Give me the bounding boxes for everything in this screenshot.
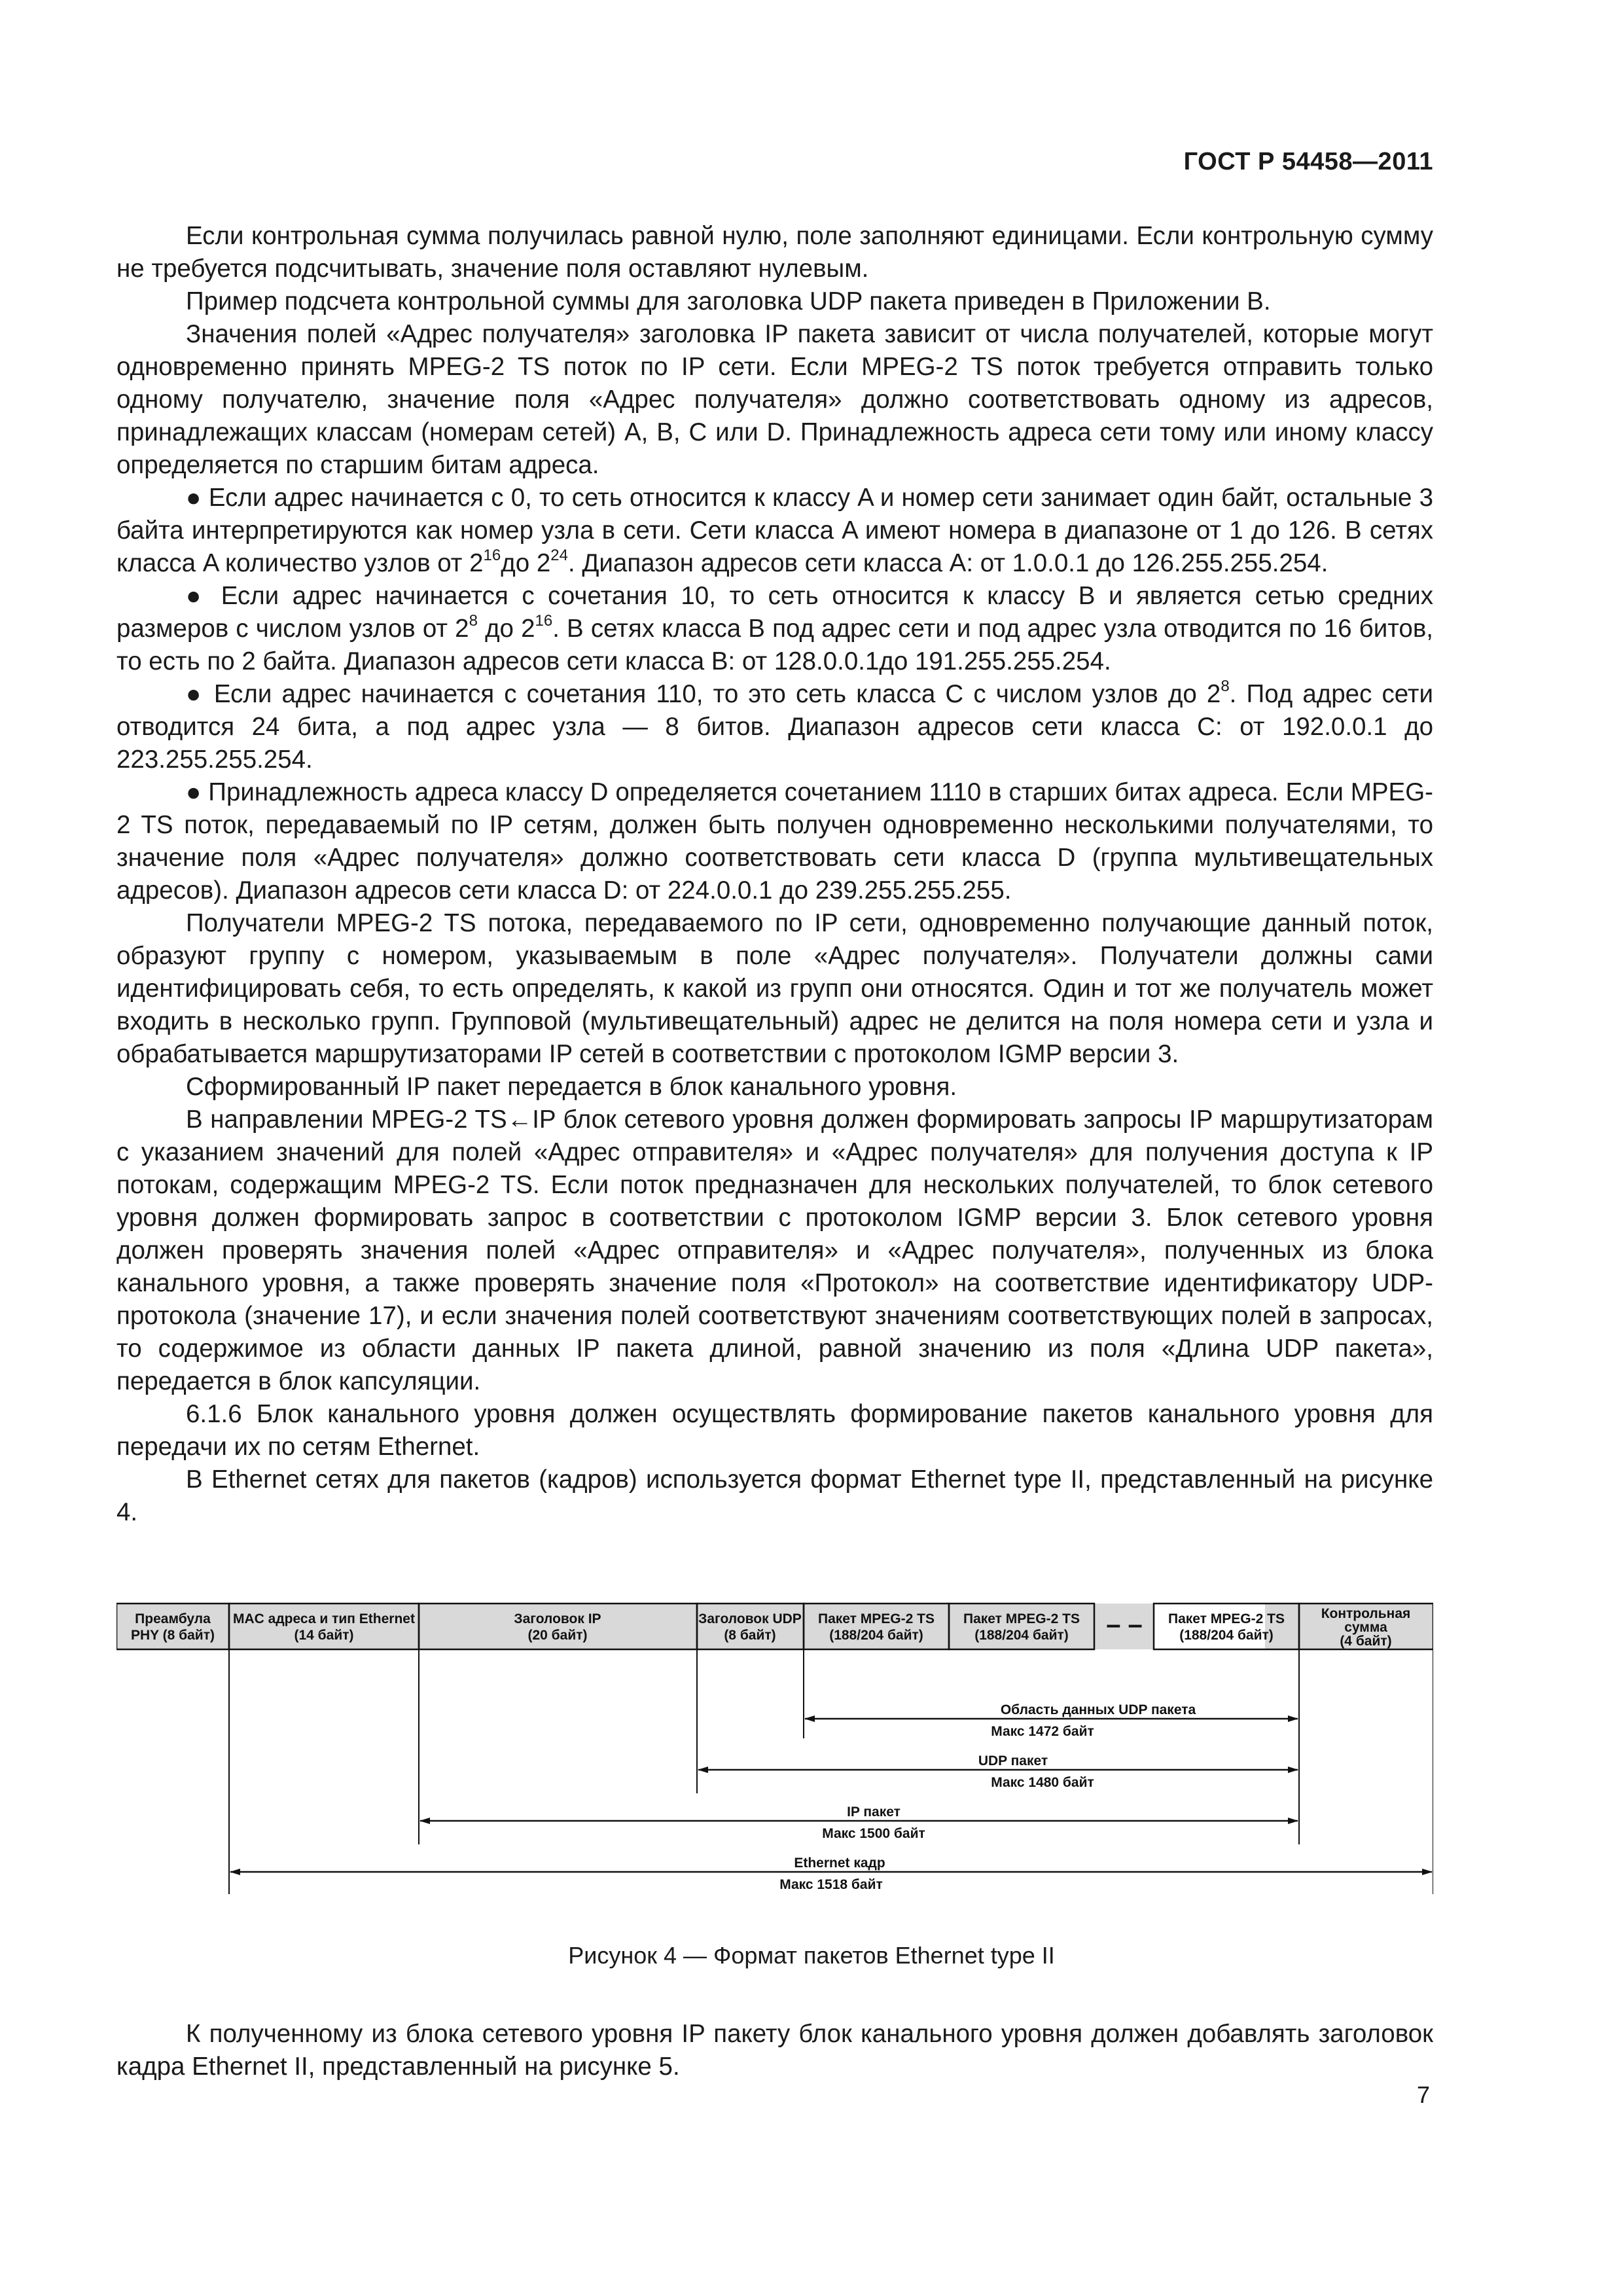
- bullet-class-c: [116, 678, 1433, 776]
- cell-label: MAC адреса и тип Ethernet: [233, 1611, 415, 1626]
- span-max: Макс 1500 байт: [822, 1826, 925, 1841]
- bullet-text: ● Если адрес начинается с 0, то сеть относится к классу A и номер сети занимает один байт, остальные 3 байта интерпретируются как номер узла в сети. Сети класса A имеют номера в диапазоне от 1 до 126. В сетях класса A количество узлов от 2: [116, 484, 1433, 577]
- paragraph: В Ethernet сетях для пакетов (кадров) используется формат Ethernet type II, представленный на рисунке 4.: [116, 1465, 1433, 1526]
- cell-label: (188/204 байт): [829, 1628, 923, 1643]
- span-label: UDP пакет: [978, 1753, 1048, 1768]
- paragraph: К полученному из блока сетевого уровня IP пакету блок канального уровня должен добавлять заголовок кадра Ethernet II, представленный на рисунке 5.: [116, 2020, 1433, 2081]
- cell-label: Заголовок IP: [514, 1611, 601, 1626]
- bullet-text: ● Если адрес начинается с сочетания 110, то это сеть класса C с числом узлов до 2: [186, 680, 1221, 708]
- cell-label: (14 байт): [294, 1628, 354, 1643]
- cell-label: Преамбула: [135, 1611, 211, 1626]
- cell-label: Пакет MPEG-2 TS: [963, 1611, 1080, 1626]
- cell-label: (8 байт): [724, 1628, 776, 1643]
- bullet-text: до 2: [501, 549, 551, 577]
- cell-label: Контрольная: [1321, 1606, 1411, 1621]
- figure-caption: Рисунок 4 — Формат пакетов Ethernet type II: [568, 1942, 1055, 1969]
- superscript: 16: [483, 547, 501, 565]
- closing-text: [116, 2018, 1433, 2083]
- paragraph: Пример подсчета контрольной суммы для заголовка UDP пакета приведен в Приложении В.: [186, 287, 1271, 315]
- paragraph: Значения полей «Адрес получателя» заголовка IP пакета зависит от числа получателей, которые могут одновременно принять MPEG-2 TS поток по IP сети. Если MPEG-2 TS поток требуется отправить только одному получателю, значение поля «Адрес получателя» должно соответствовать одному из адресов, принадлежащих классам (номерам сетей) A, B, C или D. Принадлежность адреса сети тому или иному классу определяется по старшим битам адреса.: [116, 320, 1433, 479]
- bullet-class-b: [116, 580, 1433, 678]
- bullet-text: ● Если адрес начинается с сочетания 10, то сеть относится к классу B и является сетью средних размеров с числом узлов от 2: [116, 582, 1433, 643]
- cell-label: (188/204 байт): [974, 1628, 1069, 1643]
- span-label: Ethernet кадр: [794, 1856, 885, 1871]
- span-max: Макс 1518 байт: [779, 1877, 883, 1892]
- superscript: 8: [469, 612, 478, 630]
- cell-label: сумма: [1344, 1620, 1387, 1635]
- cell-label: Пакет MPEG-2 TS: [1168, 1611, 1285, 1626]
- paragraph: В направлении MPEG-2 TS←IP блок сетевого уровня должен формировать запросы IP маршрутизаторам с указанием значений для полей «Адрес отправителя» и «Адрес получателя» для получения доступа к IP потокам, содержащим MPEG-2 TS. Если поток предназначен для нескольких получателей, то блок сетевого уровня должен формировать запрос в соответствии с протоколом IGMP версии 3. Блок сетевого уровня должен проверять значения полей «Адрес отправителя» и «Адрес получателя», полученных из блока канального уровня, а также проверять значение поля «Протокол» на соответствие идентификатору UDP-протокола (значение 17), и если значения полей соответствуют значениям соответствующих полей в запросах, то содержимое из области данных IP пакета длиной, равной значению из поля «Длина UDP пакета», передается в блок капсуляции.: [116, 1105, 1433, 1395]
- paragraph: 6.1.6 Блок канального уровня должен осуществлять формирование пакетов канального уровня для передачи их по сетям Ethernet.: [116, 1400, 1433, 1461]
- bullet-text: . Диапазон адресов сети класса A: от 1.0.0.1 до 126.255.255.254.: [567, 549, 1329, 577]
- cell-label: Заголовок UDP: [698, 1611, 802, 1626]
- document-id: ГОСТ Р 54458—2011: [1183, 148, 1433, 175]
- page-number: 7: [1416, 2081, 1430, 2108]
- span-max: Макс 1480 байт: [991, 1775, 1094, 1790]
- superscript: 16: [535, 612, 553, 630]
- paragraph: Если контрольная сумма получилась равной нулю, поле заполняют единицами. Если контрольную сумму не требуется подсчитывать, значение поля оставляют нулевым.: [116, 222, 1433, 283]
- gap-dashes: – –: [1106, 1610, 1143, 1639]
- main-text: [116, 220, 1433, 1529]
- cell-label: (188/204 байт): [1179, 1628, 1274, 1643]
- bullet-text: до 2: [477, 615, 535, 643]
- cell-label: (4 байт): [1340, 1634, 1392, 1649]
- span-label: IP пакет: [847, 1804, 901, 1820]
- bullet-class-a: [116, 482, 1433, 580]
- paragraph: Сформированный IP пакет передается в блок канального уровня.: [186, 1073, 957, 1101]
- span-max: Макс 1472 байт: [991, 1724, 1094, 1739]
- cell-label: (20 байт): [527, 1628, 588, 1643]
- frame-diagram: [116, 1602, 1433, 1895]
- cell-label: Пакет MPEG-2 TS: [818, 1611, 935, 1626]
- superscript: 8: [1221, 677, 1230, 696]
- bullet-class-d: ● Принадлежность адреса классу D определяется сочетанием 1110 в старших битах адреса. Если MPEG-2 TS поток, передаваемый по IP сетям, должен быть получен одновременно несколькими получателями, то значение поля «Адрес получателя» должно соответствовать сети класса D (группа мультивещательных адресов). Диапазон адресов сети класса D: от 224.0.0.1 до 239.255.255.255.: [116, 778, 1433, 905]
- cell-label: PHY (8 байт): [131, 1628, 215, 1643]
- bullet-text: . Под адрес сети отводится 24 бита, а под адрес узла — 8 битов. Диапазон адресов сети класса C: от 192.0.0.1 до 223.255.255.254.: [116, 680, 1433, 774]
- paragraph: Получатели MPEG-2 TS потока, передаваемого по IP сети, одновременно получающие данный поток, образуют группу с номером, указываемым в поле «Адрес получателя». Получатели должны сами идентифицировать себя, то есть определять, к какой из групп они относятся. Один и тот же получатель может входить в несколько групп. Групповой (мультивещательный) адрес не делится на поля номера сети и узла и обрабатывается маршрутизаторами IP сетей в соответствии с протоколом IGMP версии 3.: [116, 909, 1433, 1068]
- span-label: Область данных UDP пакета: [1000, 1702, 1196, 1717]
- ethernet-frame-figure: [116, 1602, 1433, 1895]
- bullet-text: . В сетях класса B под адрес сети и под адрес узла отводится по 16 битов, то есть по 2 байта. Диапазон адресов сети класса B: от 128.0.0.1до 191.255.255.254.: [116, 615, 1433, 675]
- superscript: 24: [550, 547, 568, 565]
